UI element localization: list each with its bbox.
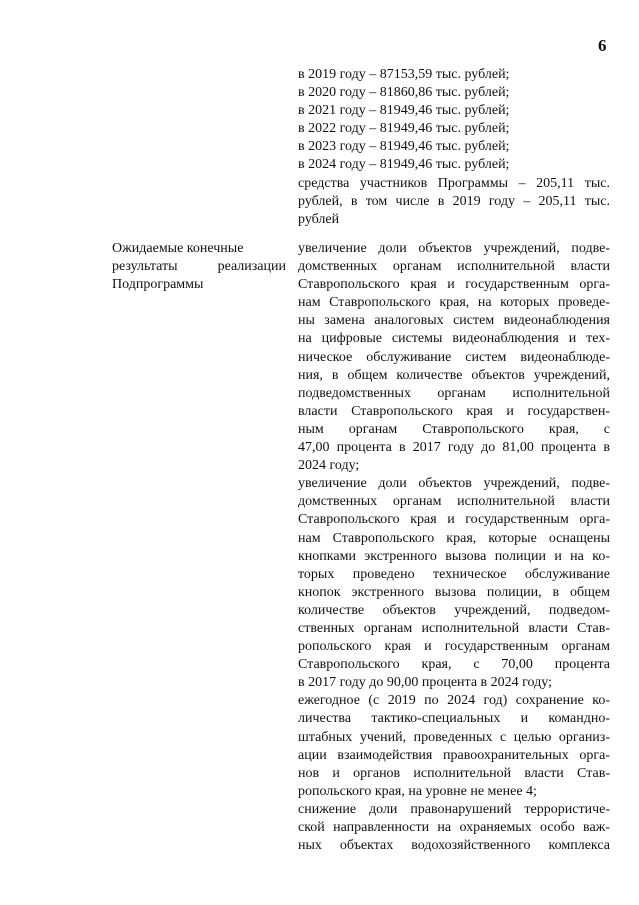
- result-line: кнопок экстренного вызова полиции, в общем: [298, 584, 610, 600]
- result-line: снижение доли правонарушений террористиче-: [298, 801, 610, 817]
- label-line: результаты реализации: [112, 259, 286, 274]
- result-line: кнопками экстренного вызова полиции и на ко-: [298, 548, 610, 564]
- result-line: Ставропольского края и государственным орга-: [298, 512, 610, 528]
- funding-line: в 2019 году – 87153,59 тыс. рублей;: [298, 67, 510, 82]
- label-line: Подпрограммы: [112, 277, 204, 292]
- result-line: подведомственных органам исполнительной: [298, 385, 610, 401]
- label-line: Ожидаемые конечные: [112, 241, 244, 256]
- result-line: ской направленности на охраняемых особо важ-: [298, 820, 610, 835]
- result-line: увеличение доли объектов учреждений, подве-: [298, 241, 610, 256]
- result-line: нов и органов исполнительной власти Став-: [298, 765, 610, 781]
- expected-results-text: [298, 240, 610, 855]
- funding-line: в 2023 году – 81949,46 тыс. рублей;: [298, 139, 510, 155]
- result-line: количестве объектов учреждений, подведом-: [298, 602, 610, 618]
- funding-line: в 2022 году – 81949,46 тыс. рублей;: [298, 121, 510, 137]
- result-line: личества тактико-специальных и командно-: [298, 711, 610, 727]
- expected-results-label: [112, 240, 286, 294]
- result-line: домственных органам исполнительной власти: [298, 259, 610, 275]
- result-line: ропольского края, на уровне не менее 4;: [298, 783, 537, 799]
- funding-line: в 2020 году – 81860,86 тыс. рублей;: [298, 85, 510, 101]
- result-line: 47,00 процента в 2017 году до 81,00 процента в: [298, 440, 610, 456]
- funding-line: рублей: [298, 211, 340, 227]
- result-line: ации взаимодействия правоохранительных орга-: [298, 747, 610, 763]
- result-line: ропольского края и государственным органам: [298, 639, 610, 655]
- result-line: власти Ставропольского края и государствен-: [298, 403, 610, 419]
- result-line: домственных органам исполнительной власти: [298, 494, 610, 510]
- result-line: нам Ставропольского края, которые оснащены: [298, 530, 610, 546]
- result-line: ственных органам исполнительной власти Став-: [298, 620, 610, 636]
- funding-text: [298, 66, 610, 229]
- funding-line: рублей, в том числе в 2019 году – 205,11 тыс.: [298, 193, 610, 209]
- page-number: 6: [598, 36, 607, 55]
- result-line: в 2017 году до 90,00 процента в 2024 году;: [298, 675, 552, 691]
- result-line: ния, в общем количестве объектов учреждений,: [298, 367, 610, 383]
- result-line: торых проведено техническое обслуживание: [298, 566, 610, 582]
- result-line: Ставропольского края, с 70,00 процента: [298, 657, 610, 673]
- result-line: ным органам Ставропольского края, с: [298, 421, 610, 437]
- funding-line: в 2021 году – 81949,46 тыс. рублей;: [298, 103, 510, 119]
- result-line: 2024 году;: [298, 458, 360, 474]
- result-line: ны замена аналоговых систем видеонаблюдения: [298, 313, 610, 329]
- result-line: ническое обслуживание систем видеонаблюде-: [298, 349, 610, 365]
- funding-line: в 2024 году – 81949,46 тыс. рублей;: [298, 157, 510, 173]
- result-line: на цифровые системы видеонаблюдения и тех-: [298, 331, 610, 347]
- result-line: штабных учений, проведенных с целью организ-: [298, 729, 610, 745]
- result-line: нам Ставропольского края, на которых проведе-: [298, 295, 610, 311]
- result-line: ежегодное (с 2019 по 2024 год) сохранение ко-: [298, 693, 610, 709]
- result-line: ных объектах водохозяйственного комплекса: [298, 838, 610, 854]
- funding-line: средства участников Программы – 205,11 тыс.: [298, 175, 610, 191]
- result-line: увеличение доли объектов учреждений, подве-: [298, 476, 610, 492]
- result-line: Ставропольского края и государственным орга-: [298, 277, 610, 293]
